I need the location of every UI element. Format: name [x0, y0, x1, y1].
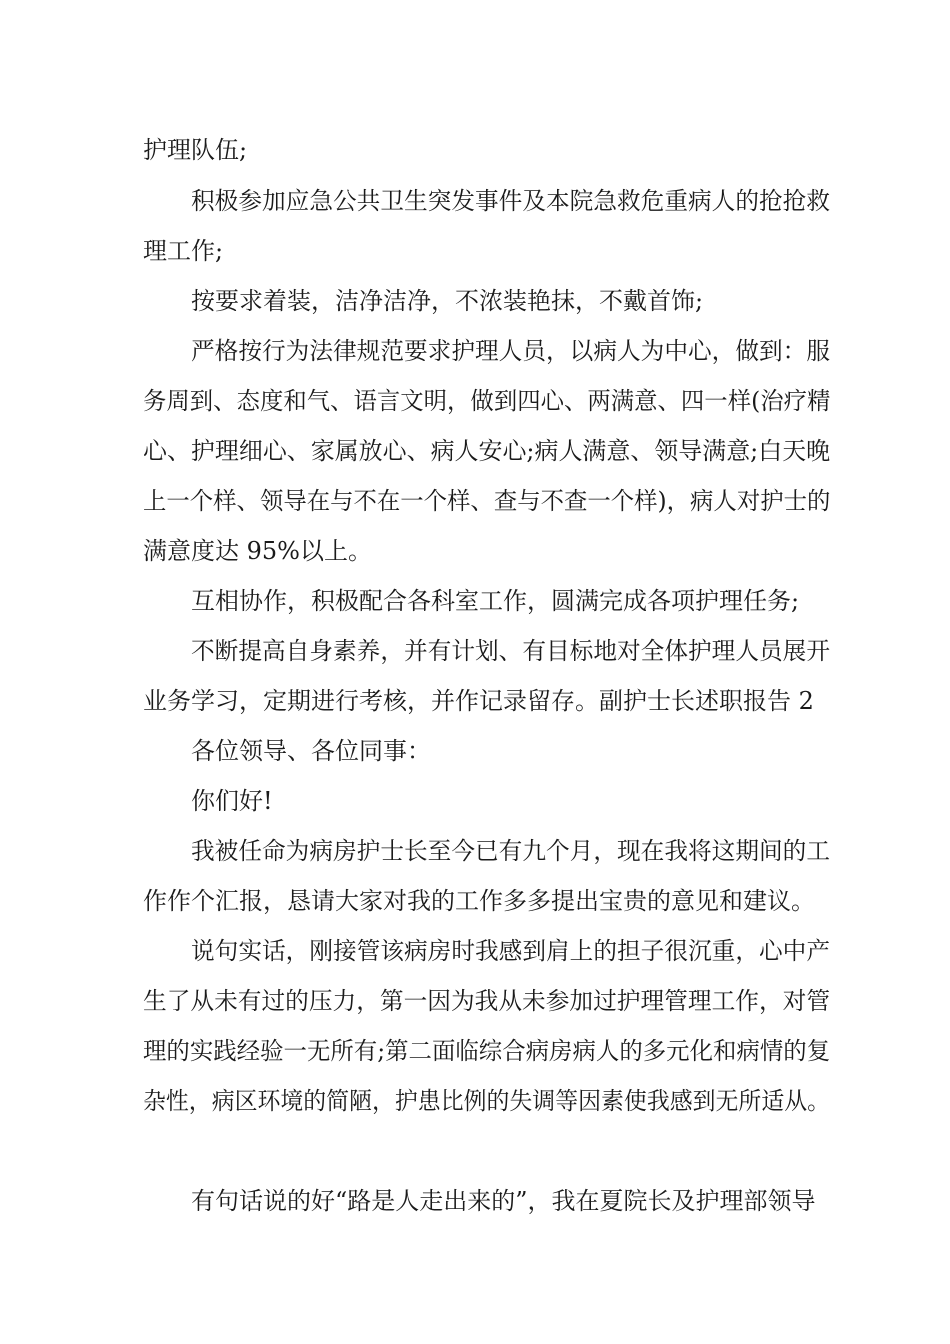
- paragraph-start-line: 按要求着装，洁净洁净，不浓装艳抹，不戴首饰;: [191, 287, 704, 315]
- text-line: 护理队伍;: [143, 136, 248, 164]
- paragraph-start-line: 说句实话，刚接管该病房时我感到肩上的担子很沉重，心中产: [191, 937, 830, 965]
- text-line: 生了从未有过的压力，第一因为我从未参加过护理管理工作，对管: [143, 987, 831, 1015]
- text-line: 业务学习，定期进行考核，并作记录留存。副护士长述职报告 2: [143, 687, 814, 715]
- text-line: 务周到、态度和气、语言文明，做到四心、两满意、四一样(治疗精: [143, 387, 831, 415]
- paragraph-start-line: 我被任命为病房护士长至今已有九个月，现在我将这期间的工: [191, 837, 830, 865]
- salutation-line: 各位领导、各位同事：: [191, 737, 431, 765]
- paragraph-start-line: 严格按行为法律规范要求护理人员，以病人为中心，做到：服: [191, 337, 830, 365]
- text-line: 理的实践经验一无所有;第二面临综合病房病人的多元化和病情的复: [143, 1037, 831, 1065]
- paragraph-start-line: 积极参加应急公共卫生突发事件及本院急救危重病人的抢抢救: [191, 187, 830, 215]
- text-line: 上一个样、领导在与不在一个样、查与不查一个样)，病人对护士的: [143, 487, 831, 515]
- greeting-line: 你们好!: [191, 787, 273, 815]
- text-line: 满意度达 95%以上。: [143, 537, 372, 565]
- text-line: 作作个汇报，恳请大家对我的工作多多提出宝贵的意见和建议。: [143, 887, 815, 915]
- paragraph-start-line: 互相协作，积极配合各科室工作，圆满完成各项护理任务;: [191, 587, 800, 615]
- text-line: 理工作;: [143, 237, 224, 265]
- paragraph-start-line: 有句话说的好“路是人走出来的”，我在夏院长及护理部领导: [191, 1187, 816, 1215]
- text-line: 杂性，病区环境的简陋，护患比例的失调等因素使我感到无所适从。: [143, 1087, 831, 1115]
- paragraph-start-line: 不断提高自身素养，并有计划、有目标地对全体护理人员展开: [191, 637, 830, 665]
- text-line: 心、护理细心、家属放心、病人安心;病人满意、领导满意;白天晚: [143, 437, 831, 465]
